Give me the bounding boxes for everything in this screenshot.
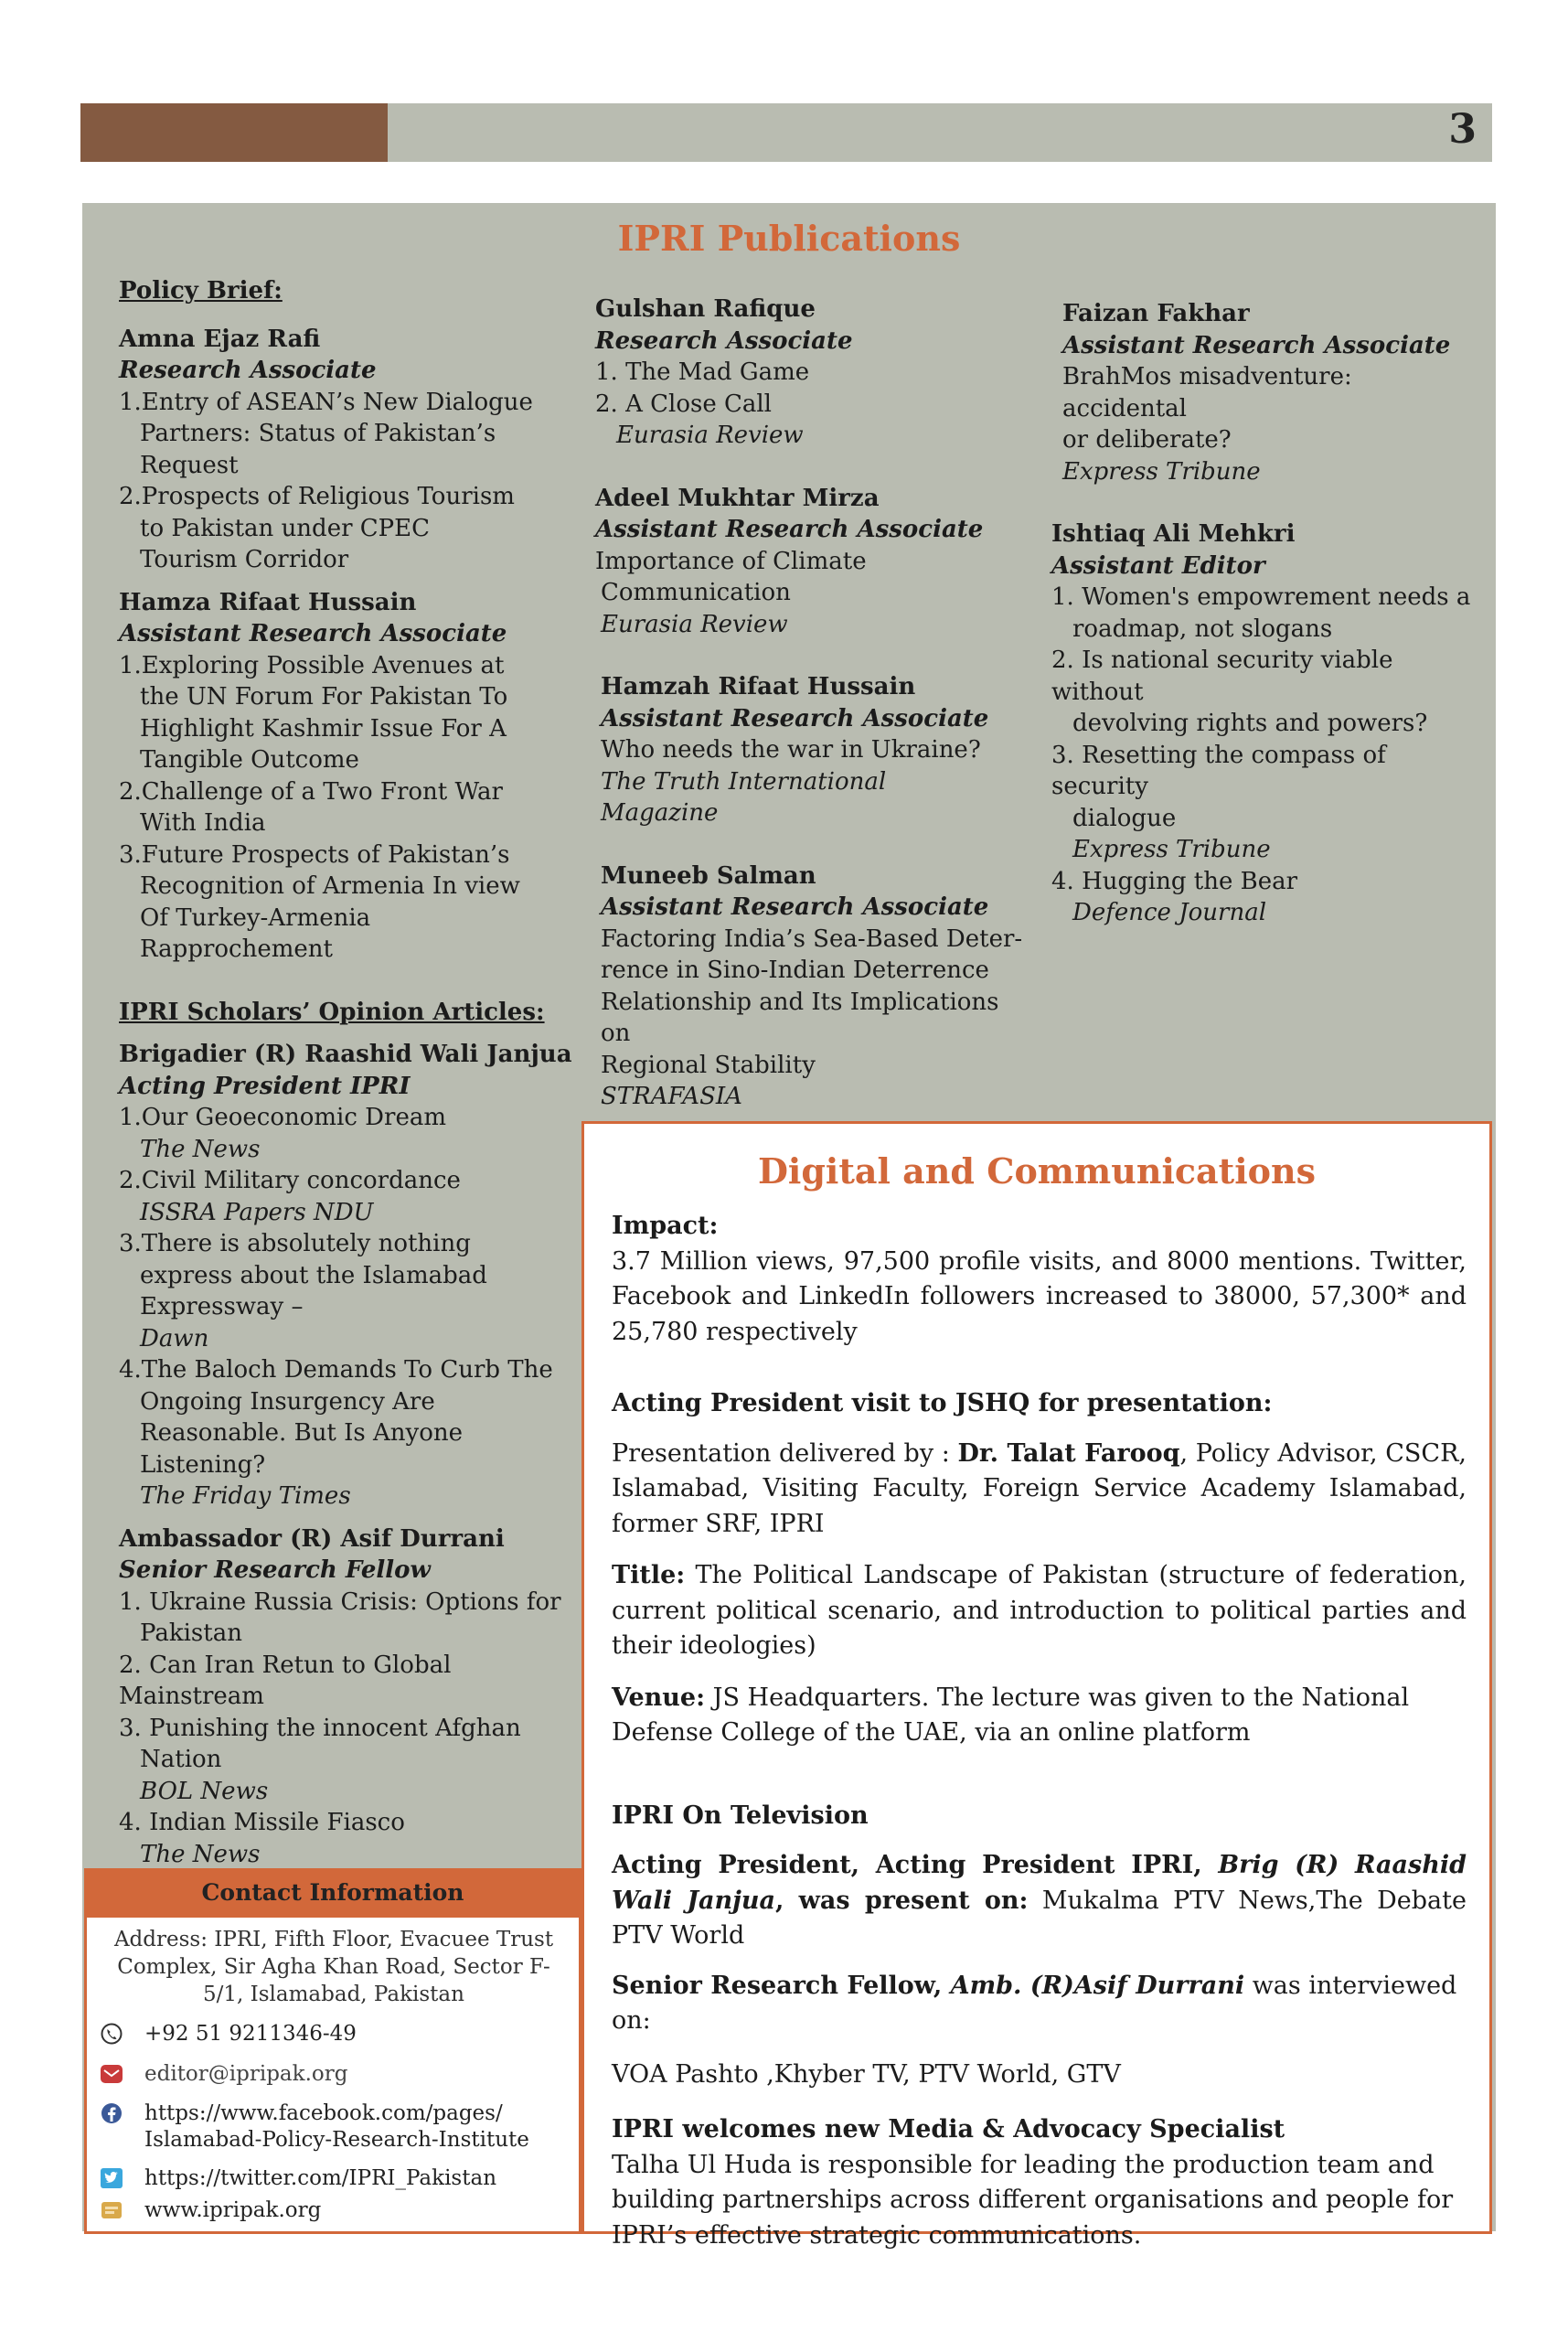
digital-title: Digital and Communications <box>757 1150 1317 1192</box>
presentation-prefix: Presentation delivered by : <box>612 1438 958 1468</box>
author-role: Assistant Research Associate <box>601 893 989 921</box>
list-item: Reasonable. But Is Anyone <box>140 1419 464 1447</box>
list-item: 4.The Baloch Demands To Curb The <box>119 1356 553 1384</box>
author-role: Assistant Research Associate <box>595 516 984 543</box>
source: The Truth International <box>601 767 887 796</box>
source: Express Tribune <box>1072 836 1271 863</box>
source: STRAFASIA <box>601 1083 742 1110</box>
list-item: 1. Ukraine Russia Crisis: Options for <box>119 1587 561 1616</box>
presentation-text <box>612 1437 1467 1543</box>
list-item: rence in Sino-Indian Deterrence <box>601 957 989 984</box>
tv1-text: Mukalma PTV News,The Debate PTV World <box>612 1886 1467 1950</box>
opinion-heading: IPRI Scholars’ Opinion Articles: <box>119 998 545 1026</box>
welcome-text: Talha Ul Huda is responsible for leading the production team and building partnerships across different organisations and people for IPRI’s effective strategic communications. <box>612 2150 1454 2250</box>
author-name: Faizan Fakhar <box>1062 300 1250 327</box>
list-item: or deliberate? <box>1062 426 1232 454</box>
source: Defence Journal <box>1072 899 1267 926</box>
email-icon <box>99 2063 124 2085</box>
tv1-mid: , was present on: <box>775 1886 1029 1915</box>
source: Eurasia Review <box>601 610 788 638</box>
twitter-link[interactable]: https://twitter.com/IPRI_Pakistan <box>144 2166 497 2190</box>
title-label: Title: <box>612 1561 686 1589</box>
tv-channels: VOA Pashto ,Khyber TV, PTV World, GTV <box>612 2059 1121 2089</box>
presentation-suffix: , Policy Advisor, CSCR, Islamabad, Visiting Faculty, Foreign Service Academy Islamabad, former SRF, IPRI <box>612 1438 1467 1538</box>
list-item: to Pakistan under CPEC <box>140 514 431 542</box>
author-name: Gulshan Rafique <box>595 295 816 323</box>
list-item: 2. Can Iran Retun to Global Mainstream <box>119 1651 452 1710</box>
publications-title: IPRI Publications <box>617 218 961 259</box>
list-item: Recognition of Armenia In view <box>140 872 520 900</box>
list-item: BrahMos misadventure: accidental <box>1062 363 1352 422</box>
list-item: Who needs the war in Ukraine? <box>601 736 981 764</box>
source: The News <box>140 1135 261 1163</box>
venue-label: Venue: <box>612 1683 706 1712</box>
list-item: 3.Future Prospects of Pakistan’s <box>119 840 510 869</box>
author-role: Assistant Research Associate <box>1062 331 1451 359</box>
list-item: 3. Punishing the innocent Afghan <box>119 1714 521 1742</box>
publications-column-2 <box>595 294 1025 1113</box>
lecture-title <box>612 1558 1467 1664</box>
list-item: Expressway – <box>140 1293 304 1320</box>
contact-phone-row <box>99 2021 357 2047</box>
page-number: 3 <box>1448 106 1477 153</box>
publications-column-1 <box>119 275 576 1870</box>
title-text: The Political Landscape of Pakistan (structure of federation, current political scenario, and introduction to political parties and their ideologies) <box>612 1561 1467 1660</box>
author-role: Acting President IPRI <box>119 1072 411 1100</box>
author-name: Amna Ejaz Rafi <box>119 325 321 353</box>
list-item: Communication <box>601 579 791 606</box>
list-item: Factoring India’s Sea-Based Deter- <box>601 925 1023 953</box>
impact-text: 3.7 Million views, 97,500 profile visits, and 8000 mentions. Twitter, Facebook and LinkedIn followers increased to 38000, 57,300* and 25,780 respectively <box>612 1246 1467 1346</box>
author-name: Ishtiaq Ali Mehkri <box>1051 520 1296 548</box>
list-item: 4. Indian Missile Fiasco <box>119 1809 405 1836</box>
venue-text: JS Headquarters. The lecture was given to the National Defense College of the UAE, via an online platform <box>612 1683 1410 1747</box>
list-item: 3. Resetting the compass of security <box>1051 741 1386 800</box>
list-item: Regional Stability <box>601 1051 816 1079</box>
tv2-name: Amb. (R)Asif Durrani <box>950 1971 1245 2000</box>
list-item: dialogue <box>1072 804 1177 832</box>
tv2-prefix: Senior Research Fellow, <box>612 1971 951 2000</box>
author-name: Adeel Mukhtar Mirza <box>595 484 880 512</box>
email-link[interactable]: editor@ipripak.org <box>144 2062 348 2086</box>
source: Eurasia Review <box>616 422 804 449</box>
author-name: Hamzah Rifaat Hussain <box>601 673 916 700</box>
list-item: 2.Prospects of Religious Tourism <box>119 483 515 510</box>
web-icon <box>99 2199 124 2221</box>
venue <box>612 1681 1467 1751</box>
list-item: 2.Civil Military concordance <box>119 1167 461 1194</box>
author-name: Ambassador (R) Asif Durrani <box>119 1524 505 1553</box>
phone-text: +92 51 9211346-49 <box>144 2022 357 2046</box>
list-item: the UN Forum For Pakistan To <box>140 683 508 711</box>
list-item: 1.Our Geoeconomic Dream <box>119 1104 446 1131</box>
author-name: Muneeb Salman <box>601 861 816 890</box>
author-role: Research Associate <box>595 326 853 355</box>
list-item: 4. Hugging the Bear <box>1051 867 1298 895</box>
list-item: Listening? <box>140 1450 266 1479</box>
list-item: Highlight Kashmir Issue For A <box>140 714 507 743</box>
welcome-heading: IPRI welcomes new Media & Advocacy Specialist <box>612 2115 1285 2143</box>
list-item: Partners: Status of Pakistan’s <box>140 420 496 447</box>
list-item: roadmap, not slogans <box>1072 615 1333 643</box>
list-item: 2. Is national security viable without <box>1051 647 1393 706</box>
contact-twitter-row <box>99 2165 496 2192</box>
twitter-icon <box>99 2167 124 2189</box>
list-item: Ongoing Insurgency Are <box>140 1387 435 1416</box>
contact-facebook-row <box>99 2100 529 2154</box>
source: Express Tribune <box>1062 457 1261 486</box>
source: ISSRA Papers NDU <box>140 1198 374 1226</box>
list-item: 2. A Close Call <box>595 390 772 418</box>
list-item: Rapprochement <box>140 935 333 963</box>
tv2-text: was interviewed on: <box>612 1971 1457 2035</box>
website-link[interactable]: www.ipripak.org <box>144 2198 322 2222</box>
contact-address: Address: IPRI, Fifth Floor, Evacuee Trust Complex, Sir Agha Khan Road, Sector F-5/1, Islamabad, Pakistan <box>113 1928 554 2006</box>
tv-appearance-1 <box>612 1848 1467 1954</box>
author-role: Senior Research Fellow <box>119 1556 431 1584</box>
policy-brief-heading: Policy Brief: <box>119 277 283 305</box>
tv-heading: IPRI On Television <box>612 1801 869 1830</box>
visit-heading: Acting President visit to JSHQ for presentation: <box>612 1389 1273 1417</box>
facebook-link-line-2[interactable]: Islamabad-Policy-Research-Institute <box>144 2128 529 2152</box>
list-item: 1. Women's empowrement needs a <box>1051 583 1471 611</box>
list-item: With India <box>140 809 266 837</box>
tv1-prefix: Acting President, Acting President IPRI, <box>612 1851 1219 1879</box>
contact-website-row <box>99 2197 321 2224</box>
author-name: Brigadier (R) Raashid Wali Janjua <box>119 1041 572 1068</box>
source: BOL News <box>140 1777 269 1805</box>
list-item: 1. The Mad Game <box>595 358 810 386</box>
list-item: Request <box>140 451 239 479</box>
header-accent-bar <box>80 103 388 162</box>
list-item: Nation <box>140 1746 222 1773</box>
source: Magazine <box>601 799 719 827</box>
list-item: Pakistan <box>140 1619 242 1647</box>
contact-heading: Contact Information <box>84 1868 581 1918</box>
list-item: Tourism Corridor <box>140 546 349 573</box>
list-item: 3.There is absolutely nothing <box>119 1230 471 1257</box>
facebook-link-line-1[interactable]: https://www.facebook.com/pages/ <box>144 2101 503 2125</box>
author-role: Assistant Research Associate <box>119 620 507 647</box>
list-item: express about the Islamabad <box>140 1261 487 1289</box>
list-item: Importance of Climate <box>595 547 867 575</box>
source: Dawn <box>140 1324 209 1352</box>
author-role: Assistant Editor <box>1051 551 1265 580</box>
author-role: Research Associate <box>119 357 377 384</box>
digital-body <box>612 1209 1467 2253</box>
list-item: 2.Challenge of a Two Front War <box>119 777 503 806</box>
list-item: Tangible Outcome <box>140 746 359 774</box>
presenter-name: Dr. Talat Farooq <box>957 1438 1180 1468</box>
list-item: devolving rights and powers? <box>1072 710 1428 737</box>
source: The Friday Times <box>140 1482 351 1510</box>
list-item: 1.Exploring Possible Avenues at <box>119 651 505 679</box>
impact-label: Impact: <box>612 1212 719 1240</box>
tv-appearance-2 <box>612 1969 1467 2039</box>
list-item: 1.Entry of ASEAN’s New Dialogue <box>119 388 533 416</box>
phone-icon <box>99 2023 124 2045</box>
contact-email-row <box>99 2061 347 2088</box>
facebook-icon <box>99 2102 124 2124</box>
list-item: Relationship and Its Implications on <box>601 988 999 1047</box>
tv1-name: Brig (R) Raashid Wali Janjua <box>612 1851 1467 1915</box>
source: The News <box>140 1840 261 1868</box>
publications-column-3 <box>1051 298 1481 929</box>
author-name: Hamza Rifaat Hussain <box>119 588 417 616</box>
header-bar <box>388 103 1492 162</box>
list-item: Of Turkey-Armenia <box>140 903 371 932</box>
author-role: Assistant Research Associate <box>601 704 989 732</box>
